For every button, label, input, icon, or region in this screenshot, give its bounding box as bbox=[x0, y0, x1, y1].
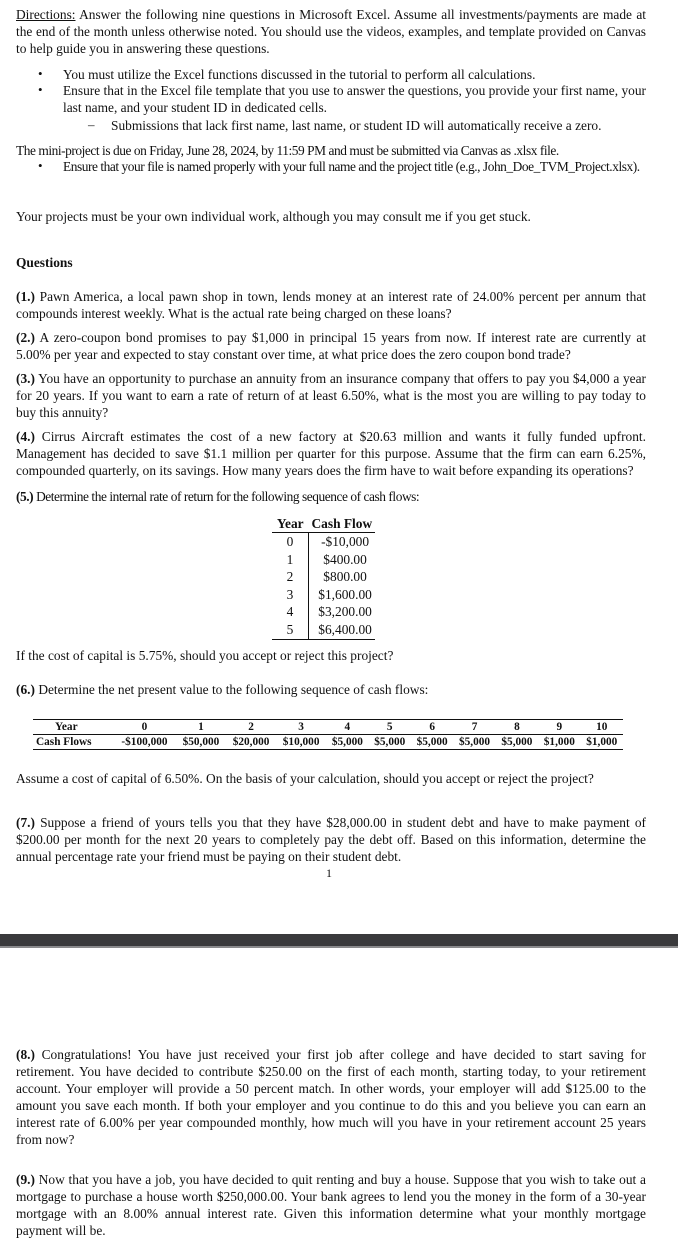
question-number: (8.) bbox=[16, 1047, 35, 1062]
bullet-name-id: Ensure that in the Excel file template that you use to answer the questions, you provide your first name, your last name, and your student ID in dedicated cells. bbox=[63, 83, 646, 115]
row-label-cash-flows: Cash Flows bbox=[33, 735, 113, 750]
year-cell: 3 bbox=[276, 720, 326, 735]
year-cell: 2 bbox=[272, 568, 309, 586]
bullet-file-naming: Ensure that your file is named properly with your full name and the project title (e.g., John_Doe_TVM_Project.xlsx). bbox=[63, 159, 640, 174]
question-number: (2.) bbox=[16, 330, 35, 345]
year-cell: 1 bbox=[272, 551, 309, 569]
question-7 bbox=[16, 814, 646, 865]
question-text: Suppose a friend of yours tells you that they have $28,000.00 in student debt and have to make payment of $200.00 per month for the next 20 years to completely pay the debt off. Based on this information, determine the annual percentage rate your friend must be paying on their student debt. bbox=[16, 815, 646, 864]
cash-flow-cell: $800.00 bbox=[323, 569, 367, 585]
bullet-excel-functions: You must utilize the Excel functions discussed in the tutorial to perform all calculations. bbox=[63, 67, 536, 82]
cash-flow-cell: $1,000 bbox=[581, 735, 623, 750]
directions-text: Answer the following nine questions in Microsoft Excel. Assume all investments/payments are made at the end of the month unless otherwise noted. You should use the videos, examples, and template provided on Canvas to help guide you in answering these questions. bbox=[16, 7, 646, 56]
q5-cash-flow-table bbox=[272, 516, 375, 640]
question-3 bbox=[16, 370, 646, 421]
table-header-row bbox=[272, 516, 375, 533]
year-cell: 0 bbox=[113, 720, 176, 735]
table-row bbox=[272, 568, 375, 586]
bullet-icon: • bbox=[38, 82, 43, 97]
cash-flow-cell: $3,200.00 bbox=[318, 604, 372, 620]
cash-flow-cell: $5,000 bbox=[496, 735, 538, 750]
question-text: Now that you have a job, you have decided to quit renting and buy a house. Suppose that you wish to take out a mortgage to purchase a house worth $250,000.00. Your bank agrees to lend you the money in the form of a 30-year mortgage with an 8.00% annual interest rate. Given this information determine what your monthly mortgage payment will be. bbox=[16, 1172, 646, 1238]
cash-flow-cell: $1,600.00 bbox=[318, 586, 372, 602]
column-header-cash-flow: Cash Flow bbox=[309, 516, 376, 533]
year-cell: 5 bbox=[272, 621, 309, 639]
cash-flow-cell: $5,000 bbox=[326, 735, 368, 750]
table-row-year bbox=[33, 720, 623, 735]
own-work-line: Your projects must be your own individual work, although you may consult me if you get stuck. bbox=[16, 209, 531, 224]
question-text: Determine the net present value to the following sequence of cash flows: bbox=[34, 682, 429, 697]
page-break-divider-edge bbox=[0, 946, 678, 948]
year-cell: 7 bbox=[453, 720, 495, 735]
directions-label: Directions: bbox=[16, 7, 76, 22]
page-break-divider bbox=[0, 934, 678, 946]
question-9 bbox=[16, 1171, 646, 1239]
column-header-year: Year bbox=[272, 516, 309, 533]
question-4 bbox=[16, 428, 646, 479]
question-text: Cirrus Aircraft estimates the cost of a new factory at $20.63 million and wants it fully funded upfront. Management has decided to save $1.1 million per quarter for this purpose. Assume that the firm can earn 6.25%, compounded quarterly, on its savings. How many years does the firm have to wait before expanding its operations? bbox=[16, 429, 646, 478]
cash-flow-cell: -$100,000 bbox=[113, 735, 176, 750]
cash-flow-cell: $6,400.00 bbox=[309, 621, 376, 639]
question-number: (6.) bbox=[16, 682, 35, 697]
question-number: (7.) bbox=[16, 815, 35, 830]
question-text: Congratulations! You have just received your first job after college and have decided to start saving for retirement. You have decided to contribute $250.00 on the first of each month, starting today, to your retirement account. Your employer will provide a 50 percent match. In other words, your employer will add $125.00 to the amount you save each month. If both your employer and you continue to do this and you believe you can earn an interest rate of 6.00% per year compounded monthly, how much will you have in your retirement account 25 years from now? bbox=[16, 1047, 646, 1147]
question-number: (3.) bbox=[16, 371, 35, 386]
bullet-icon: • bbox=[38, 158, 43, 173]
cash-flow-cell: $10,000 bbox=[276, 735, 326, 750]
year-cell: 8 bbox=[496, 720, 538, 735]
cash-flow-cell: $1,000 bbox=[538, 735, 580, 750]
question-8 bbox=[16, 1046, 646, 1148]
q6-cash-flow-table bbox=[33, 719, 623, 750]
cash-flow-cell: $5,000 bbox=[369, 735, 411, 750]
table-row bbox=[272, 533, 375, 551]
table-row bbox=[272, 586, 375, 604]
cash-flow-cell: -$10,000 bbox=[321, 534, 370, 549]
question-5 bbox=[16, 488, 646, 505]
question-number: (4.) bbox=[16, 429, 35, 444]
question-number: (1.) bbox=[16, 289, 35, 304]
cash-flow-cell: $5,000 bbox=[411, 735, 453, 750]
dash-icon: – bbox=[88, 117, 95, 132]
year-cell: 5 bbox=[369, 720, 411, 735]
q6-followup: Assume a cost of capital of 6.50%. On the basis of your calculation, should you accept or reject the project? bbox=[16, 771, 594, 786]
cash-flow-cell: $20,000 bbox=[226, 735, 276, 750]
year-cell: 4 bbox=[326, 720, 368, 735]
year-cell: 6 bbox=[411, 720, 453, 735]
question-number: (5.) bbox=[16, 489, 34, 504]
due-date-line: The mini-project is due on Friday, June 28, 2024, by 11:59 PM and must be submitted via Canvas as .xlsx file. bbox=[16, 143, 559, 158]
bullet-icon: • bbox=[38, 66, 43, 81]
q5-followup: If the cost of capital is 5.75%, should you accept or reject this project? bbox=[16, 648, 394, 663]
question-text: Pawn America, a local pawn shop in town, lends money at an interest rate of 24.00% percent per annum that compounds interest weekly. What is the actual rate being charged on these loans? bbox=[16, 289, 646, 321]
year-cell: 4 bbox=[272, 603, 309, 621]
year-cell: 0 bbox=[272, 533, 309, 551]
cash-flow-cell: $5,000 bbox=[453, 735, 495, 750]
question-text: Determine the internal rate of return for the following sequence of cash flows: bbox=[33, 489, 420, 504]
year-cell: 2 bbox=[226, 720, 276, 735]
question-text: A zero-coupon bond promises to pay $1,000 in principal 15 years from now. If interest rate are currently at 5.00% per year and expected to stay constant over time, at what price does the zero coupon bond trade? bbox=[16, 330, 646, 362]
question-text: You have an opportunity to purchase an annuity from an insurance company that offers to pay you $4,000 a year for 20 years. If you want to earn a rate of return of at least 6.50%, what is the most you are willing to pay today to buy this annuity? bbox=[16, 371, 646, 420]
question-number: (9.) bbox=[16, 1172, 35, 1187]
table-row-cash-flows bbox=[33, 735, 623, 750]
year-cell: 9 bbox=[538, 720, 580, 735]
row-label-year: Year bbox=[33, 720, 113, 735]
questions-heading: Questions bbox=[16, 255, 73, 270]
cash-flow-cell: $50,000 bbox=[176, 735, 226, 750]
page-number: 1 bbox=[326, 866, 332, 880]
table-row bbox=[272, 603, 375, 621]
sub-bullet-zero: Submissions that lack first name, last name, or student ID will automatically receive a zero. bbox=[111, 118, 602, 133]
question-2 bbox=[16, 329, 646, 363]
table-row bbox=[272, 621, 375, 639]
question-1 bbox=[16, 288, 646, 322]
year-cell: 3 bbox=[272, 586, 309, 604]
year-cell: 1 bbox=[176, 720, 226, 735]
table-row bbox=[272, 551, 375, 569]
directions-paragraph bbox=[16, 6, 646, 57]
question-6 bbox=[16, 681, 646, 698]
year-cell: 10 bbox=[581, 720, 623, 735]
cash-flow-cell: $400.00 bbox=[323, 551, 367, 567]
